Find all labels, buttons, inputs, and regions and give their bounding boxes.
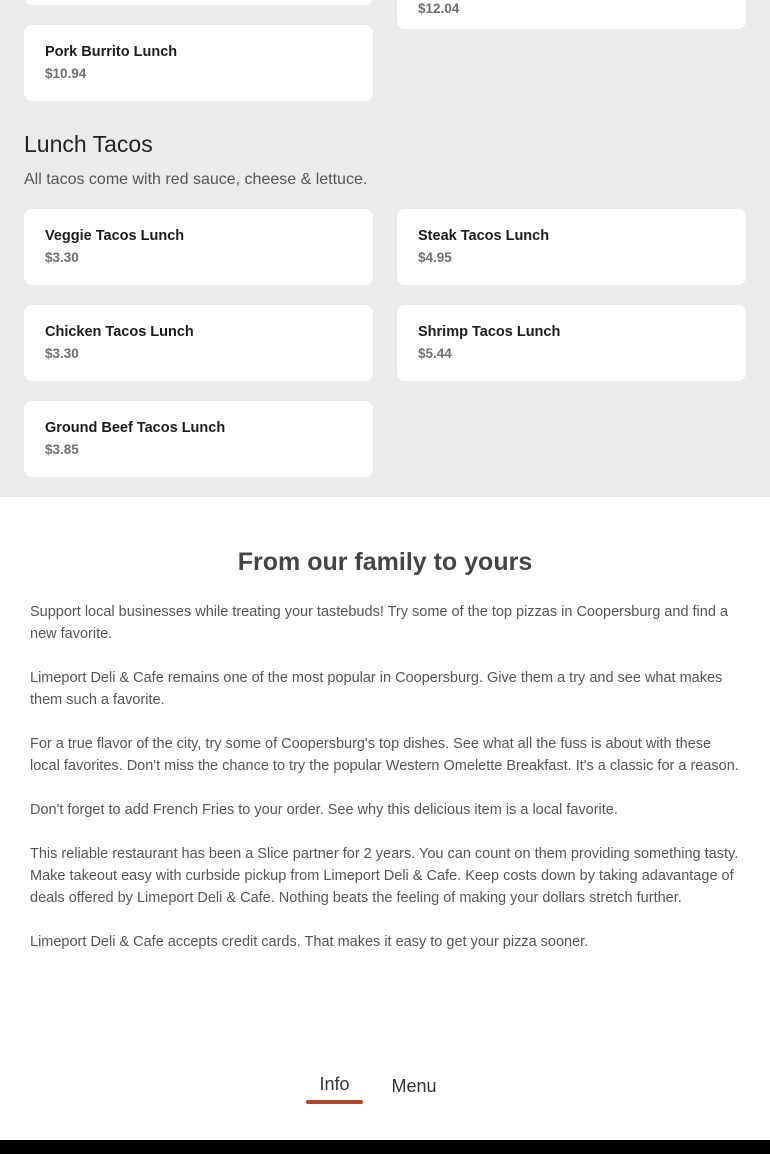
menu-item-card[interactable] [24, 25, 373, 101]
menu-item-price: $5.44 [418, 346, 452, 361]
menu-item-card[interactable] [397, 0, 746, 29]
footer-bar [0, 1140, 770, 1154]
section-title: Lunch Tacos [24, 131, 153, 157]
menu-item-card[interactable] [24, 401, 373, 477]
menu-item-card[interactable] [24, 0, 373, 5]
tab-info[interactable]: Info [319, 1074, 350, 1094]
info-paragraph: Don't forget to add French Fries to your order. See why this delicious item is a local favorite. [30, 802, 618, 818]
menu-item-name: Steak Tacos Lunch [418, 228, 550, 244]
info-body [30, 601, 742, 975]
menu-item-price: $10.94 [45, 66, 87, 81]
menu-item-price: $4.95 [418, 250, 452, 265]
tab-menu[interactable]: Menu [391, 1076, 437, 1096]
menu-item-card[interactable] [397, 209, 746, 285]
menu-item-card[interactable] [24, 305, 373, 381]
menu-item-card[interactable] [24, 209, 373, 285]
info-heading: From our family to yours [237, 548, 533, 576]
section-description: All tacos come with red sauce, cheese & lettuce. [24, 171, 368, 188]
active-tab-indicator [306, 1100, 363, 1104]
menu-section-area [0, 0, 770, 497]
menu-item-price: $12.04 [418, 1, 460, 16]
menu-item-price: $3.30 [45, 250, 79, 265]
menu-item-card[interactable] [397, 305, 746, 381]
menu-item-price: $3.85 [45, 442, 79, 457]
menu-item-name: Veggie Tacos Lunch [45, 228, 185, 244]
menu-item-name: Pork Burrito Lunch [45, 44, 178, 60]
info-paragraph: This reliable restaurant has been a Slice partner for 2 years. You can count on them providing something tasty. Make takeout easy with curbside pickup from Limeport Deli & Cafe. Keep costs down by taking adavantage of deals offered by Limeport Deli & Cafe. Nothing beats the feeling of making your dollars stretch further. [30, 846, 739, 906]
info-paragraph: Limeport Deli & Cafe remains one of the most popular in Coopersburg. Give them a try and see what makes them such a favorite. [30, 670, 723, 708]
info-paragraph: For a true flavor of the city, try some of Coopersburg's top dishes. See what all the fuss is about with these local favorites. Don't miss the chance to try the popular Western Omelette Breakfast. It's a classic for a reason. [30, 736, 739, 774]
menu-item-name: Ground Beef Tacos Lunch [45, 420, 226, 436]
info-paragraph: Limeport Deli & Cafe accepts credit cards. That makes it easy to get your pizza sooner. [30, 934, 589, 950]
menu-item-price: $3.30 [45, 346, 79, 361]
menu-item-name: Shrimp Tacos Lunch [418, 324, 561, 340]
info-paragraph: Support local businesses while treating your tastebuds! Try some of the top pizzas in Coopersburg and find a new favorite. [30, 604, 729, 642]
menu-item-name: Chicken Tacos Lunch [45, 324, 194, 340]
